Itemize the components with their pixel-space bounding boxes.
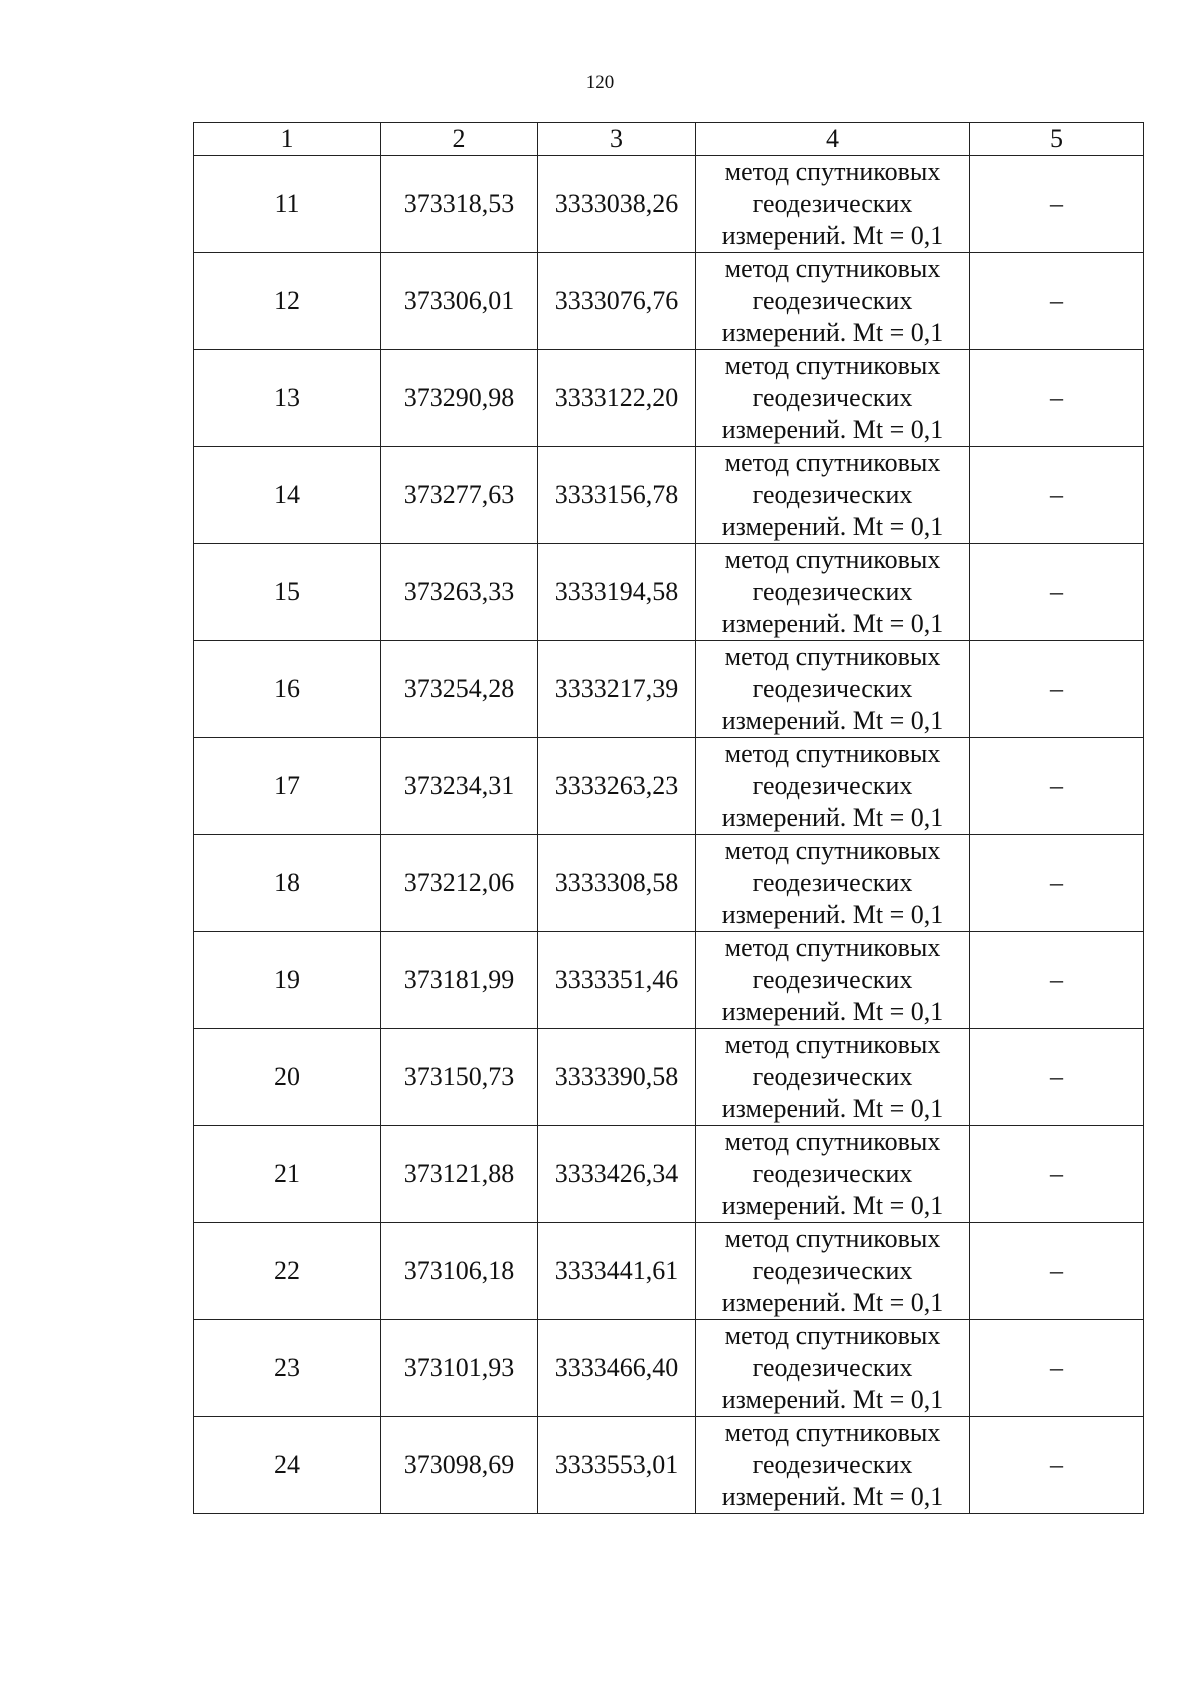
method-line: измерений. Mt = 0,1 <box>721 900 944 929</box>
method-line: метод спутниковых <box>724 157 941 186</box>
method-line: геодезических <box>752 577 913 606</box>
method-line: измерений. Mt = 0,1 <box>721 1385 944 1414</box>
method-cell <box>696 350 970 447</box>
y-coordinate-cell: 3333122,20 <box>538 350 696 447</box>
y-coordinate-cell: 3333466,40 <box>538 1320 696 1417</box>
method-line: измерений. Mt = 0,1 <box>721 415 944 444</box>
method-line: метод спутниковых <box>724 642 941 671</box>
x-coordinate-cell: 373212,06 <box>381 835 538 932</box>
table-row <box>194 253 1144 350</box>
method-line: геодезических <box>752 965 913 994</box>
table-row <box>194 1029 1144 1126</box>
method-line: геодезических <box>752 1159 913 1188</box>
note-cell: – <box>970 447 1144 544</box>
note-cell: – <box>970 835 1144 932</box>
y-coordinate-cell: 3333390,58 <box>538 1029 696 1126</box>
point-cell: 21 <box>194 1126 381 1223</box>
y-coordinate-cell: 3333351,46 <box>538 932 696 1029</box>
table-row <box>194 1320 1144 1417</box>
method-line: геодезических <box>752 674 913 703</box>
table-row <box>194 641 1144 738</box>
point-cell: 13 <box>194 350 381 447</box>
method-line: метод спутниковых <box>724 254 941 283</box>
method-line: геодезических <box>752 480 913 509</box>
table-row <box>194 738 1144 835</box>
y-coordinate-cell: 3333194,58 <box>538 544 696 641</box>
method-line: геодезических <box>752 1353 913 1382</box>
x-coordinate-cell: 373101,93 <box>381 1320 538 1417</box>
x-coordinate-cell: 373121,88 <box>381 1126 538 1223</box>
method-cell <box>696 544 970 641</box>
note-cell: – <box>970 641 1144 738</box>
method-cell <box>696 253 970 350</box>
method-line: геодезических <box>752 286 913 315</box>
note-cell: – <box>970 932 1144 1029</box>
point-cell: 14 <box>194 447 381 544</box>
x-coordinate-cell: 373290,98 <box>381 350 538 447</box>
point-cell: 24 <box>194 1417 381 1514</box>
method-line: измерений. Mt = 0,1 <box>721 221 944 250</box>
note-cell: – <box>970 253 1144 350</box>
method-line: метод спутниковых <box>724 836 941 865</box>
y-coordinate-cell: 3333076,76 <box>538 253 696 350</box>
method-line: геодезических <box>752 771 913 800</box>
method-line: метод спутниковых <box>724 1127 941 1156</box>
y-coordinate-cell: 3333553,01 <box>538 1417 696 1514</box>
point-cell: 18 <box>194 835 381 932</box>
method-line: метод спутниковых <box>724 739 941 768</box>
table-body <box>194 156 1144 1514</box>
note-cell: – <box>970 1029 1144 1126</box>
method-line: метод спутниковых <box>724 933 941 962</box>
y-coordinate-cell: 3333263,23 <box>538 738 696 835</box>
method-cell <box>696 1126 970 1223</box>
method-line: измерений. Mt = 0,1 <box>721 1482 944 1511</box>
table-row <box>194 835 1144 932</box>
y-coordinate-cell: 3333156,78 <box>538 447 696 544</box>
header-row <box>194 123 1144 156</box>
x-coordinate-cell: 373234,31 <box>381 738 538 835</box>
method-line: измерений. Mt = 0,1 <box>721 512 944 541</box>
y-coordinate-cell: 3333426,34 <box>538 1126 696 1223</box>
coordinates-table <box>193 122 1144 1514</box>
point-cell: 16 <box>194 641 381 738</box>
table-row <box>194 350 1144 447</box>
x-coordinate-cell: 373150,73 <box>381 1029 538 1126</box>
method-cell <box>696 835 970 932</box>
point-cell: 22 <box>194 1223 381 1320</box>
method-line: метод спутниковых <box>724 1224 941 1253</box>
y-coordinate-cell: 3333038,26 <box>538 156 696 253</box>
table-row <box>194 447 1144 544</box>
point-cell: 20 <box>194 1029 381 1126</box>
note-cell: – <box>970 738 1144 835</box>
method-line: метод спутниковых <box>724 351 941 380</box>
method-line: измерений. Mt = 0,1 <box>721 318 944 347</box>
column-header-3: 3 <box>538 123 696 156</box>
method-line: измерений. Mt = 0,1 <box>721 1288 944 1317</box>
method-line: геодезических <box>752 1256 913 1285</box>
note-cell: – <box>970 544 1144 641</box>
method-line: геодезических <box>752 1062 913 1091</box>
point-cell: 11 <box>194 156 381 253</box>
table-row <box>194 156 1144 253</box>
method-cell <box>696 156 970 253</box>
method-line: измерений. Mt = 0,1 <box>721 1191 944 1220</box>
table-row <box>194 1417 1144 1514</box>
y-coordinate-cell: 3333441,61 <box>538 1223 696 1320</box>
x-coordinate-cell: 373318,53 <box>381 156 538 253</box>
method-line: измерений. Mt = 0,1 <box>721 803 944 832</box>
note-cell: – <box>970 1320 1144 1417</box>
method-line: геодезических <box>752 1450 913 1479</box>
method-line: измерений. Mt = 0,1 <box>721 609 944 638</box>
method-cell <box>696 1029 970 1126</box>
x-coordinate-cell: 373277,63 <box>381 447 538 544</box>
method-line: метод спутниковых <box>724 545 941 574</box>
note-cell: – <box>970 156 1144 253</box>
page-number: 120 <box>585 72 615 93</box>
point-cell: 15 <box>194 544 381 641</box>
method-cell <box>696 641 970 738</box>
method-cell <box>696 1417 970 1514</box>
method-cell <box>696 738 970 835</box>
method-cell <box>696 1223 970 1320</box>
x-coordinate-cell: 373263,33 <box>381 544 538 641</box>
note-cell: – <box>970 1223 1144 1320</box>
note-cell: – <box>970 1126 1144 1223</box>
x-coordinate-cell: 373306,01 <box>381 253 538 350</box>
x-coordinate-cell: 373098,69 <box>381 1417 538 1514</box>
method-line: геодезических <box>752 868 913 897</box>
method-cell <box>696 447 970 544</box>
note-cell: – <box>970 350 1144 447</box>
note-cell: – <box>970 1417 1144 1514</box>
method-line: геодезических <box>752 189 913 218</box>
method-line: измерений. Mt = 0,1 <box>721 1094 944 1123</box>
column-header-1: 1 <box>194 123 381 156</box>
point-cell: 19 <box>194 932 381 1029</box>
method-line: измерений. Mt = 0,1 <box>721 706 944 735</box>
table-row <box>194 1223 1144 1320</box>
method-line: геодезических <box>752 383 913 412</box>
method-cell <box>696 932 970 1029</box>
column-header-4: 4 <box>696 123 970 156</box>
method-line: измерений. Mt = 0,1 <box>721 997 944 1026</box>
y-coordinate-cell: 3333217,39 <box>538 641 696 738</box>
x-coordinate-cell: 373106,18 <box>381 1223 538 1320</box>
point-cell: 23 <box>194 1320 381 1417</box>
table-row <box>194 544 1144 641</box>
column-header-2: 2 <box>381 123 538 156</box>
x-coordinate-cell: 373254,28 <box>381 641 538 738</box>
column-header-5: 5 <box>970 123 1144 156</box>
y-coordinate-cell: 3333308,58 <box>538 835 696 932</box>
point-cell: 17 <box>194 738 381 835</box>
method-line: метод спутниковых <box>724 1418 941 1447</box>
point-cell: 12 <box>194 253 381 350</box>
table-row <box>194 932 1144 1029</box>
method-line: метод спутниковых <box>724 1321 941 1350</box>
table-row <box>194 1126 1144 1223</box>
method-cell <box>696 1320 970 1417</box>
method-line: метод спутниковых <box>724 448 941 477</box>
method-line: метод спутниковых <box>724 1030 941 1059</box>
x-coordinate-cell: 373181,99 <box>381 932 538 1029</box>
